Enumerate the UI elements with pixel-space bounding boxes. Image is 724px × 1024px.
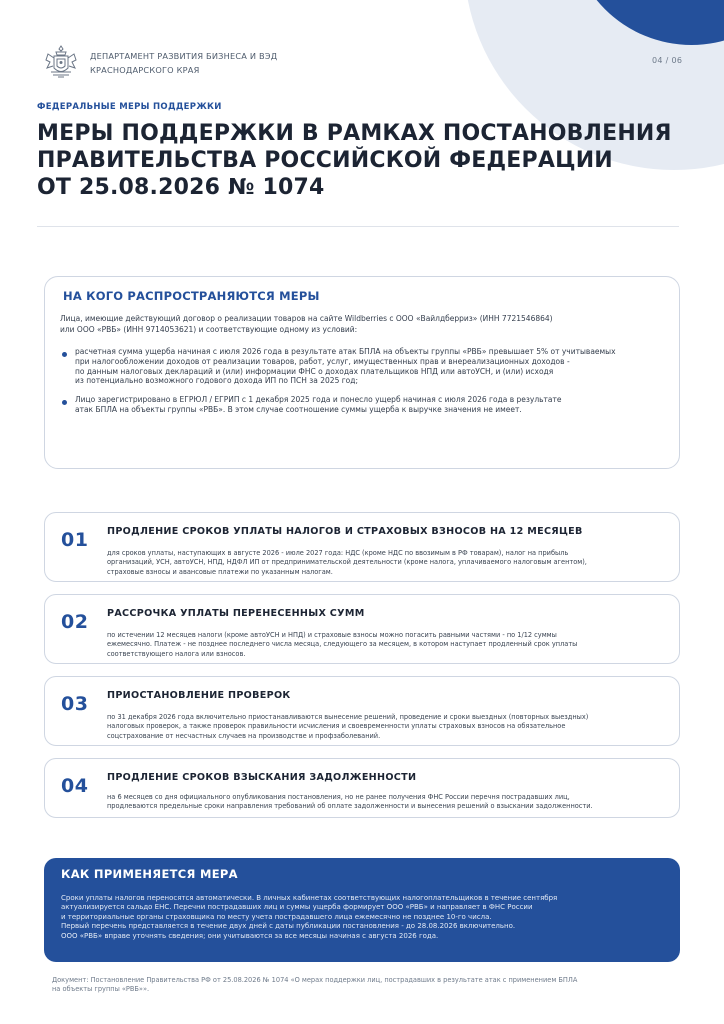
apply-text-line: и территориальные органы страховщика по месту учета пострадавшего лица ежемесячно не позднее 10-го числа. (61, 912, 492, 921)
measure-text-line: по 31 декабря 2026 года включительно приостанавливаются вынесение решений, проведение и сроки выездных (повторных выездных) (107, 713, 589, 721)
title-line: ОТ 25.08.2026 № 1074 (37, 175, 325, 200)
measure-text (107, 713, 588, 741)
bullet-line: при налогообложении доходов от реализации товаров, работ, услуг, имущественных прав и внереализационных доходов - (75, 356, 570, 366)
measure-text-line: налоговых проверок, а также проверок правильности исчисления и своевременности уплаты страховых взносов на обязательное (107, 722, 566, 731)
scope-intro-line: или ООО «РВБ» (ИНН 9714053621) и соответствующие одному из условий: (60, 324, 358, 334)
title-line: ПРАВИТЕЛЬСТВА РОССИЙСКОЙ ФЕДЕРАЦИИ (37, 148, 613, 173)
measure-number: 02 (61, 611, 89, 633)
bullet-dot-icon (62, 352, 67, 357)
measure-text-line: для сроков уплаты, наступающих в августе 2026 - июле 2027 года: НДС (кроме НДС по ввозимым в РФ товарам), налог на прибыль (107, 549, 569, 557)
department-line: ДЕПАРТАМЕНТ РАЗВИТИЯ БИЗНЕСА И ВЭД (90, 51, 278, 61)
measure-text-line: соцстрахование от несчастных случаев на производстве и профзаболеваний. (107, 731, 381, 740)
measure-text-line: ежемесячно. Платеж - не позднее последнего числа месяца, следующего за месяцем, в котором наступает продленный срок уплаты (107, 640, 578, 649)
page-header (44, 44, 684, 84)
footnote-line: Документ: Постановление Правительства РФ от 25.08.2026 № 1074 «О мерах поддержки лиц, пострадавших в результате атак с применением БПЛА (52, 976, 578, 984)
title-divider (37, 226, 679, 227)
scope-title: НА КОГО РАСПРОСТРАНЯЮТСЯ МЕРЫ (63, 289, 320, 303)
measure-card (44, 512, 680, 582)
apply-text (61, 894, 557, 941)
apply-text-line: ООО «РВБ» вправе уточнять сведения; они учитываются за все месяцы начиная с августа 2026 года. (61, 931, 439, 940)
title-line: МЕРЫ ПОДДЕРЖКИ В РАМКАХ ПОСТАНОВЛЕНИЯ (37, 121, 672, 146)
measure-text (107, 793, 593, 812)
apply-text-line: актуализируется сальдо ЕНС. Перечни пострадавших лиц и суммы ущерба формирует ООО «РВБ» и направляет в ФНС России (61, 903, 533, 912)
bullet-line: расчетная сумма ущерба начиная с июля 2026 года в результате атак БПЛА на объекты группы «РВБ» превышает 5% от учитываемых (75, 347, 616, 356)
bullet-line: атак БПЛА на объекты группы «РВБ». В этом случае соотношение суммы ущерба к выручке значения не имеет. (75, 404, 522, 414)
apply-text-line: Сроки уплаты налогов переносятся автоматически. В личных кабинетах соответствующих налогоплательщиков в течение сентября (61, 894, 558, 902)
scope-intro (60, 314, 670, 335)
bullet-dot-icon (62, 400, 67, 405)
bullet-line: по данным налоговых деклараций и (или) информации ФНС о доходах плательщиков НПД или автоУСН, и (или) исходя (75, 366, 554, 376)
measure-number: 01 (61, 529, 89, 551)
measure-text (107, 549, 587, 577)
measure-text-line: на 6 месяцев со дня официального опубликования постановления, но не ранее получения ФНС России перечня пострадавших лиц, (107, 793, 570, 801)
bullet-line: Лицо зарегистрировано в ЕГРЮЛ / ЕГРИП с 1 декабря 2025 года и понесло ущерб начиная с июля 2026 года в результате (75, 395, 562, 404)
bullet-line: из потенциально возможного годового дохода ИП по ПСН за 2025 год; (75, 376, 358, 386)
scope-intro-line: Лица, имеющие действующий договор о реализации товаров на сайте Wildberries с ООО «Вайлдберриз» (ИНН 7721546864) (60, 314, 553, 323)
measure-text-line: продлеваются предельные сроки направления требований об оплате задолженности и вынесения решений о взыскании задолженности. (107, 802, 593, 811)
measure-card (44, 758, 680, 818)
measure-text-line: страховые взносы и авансовые платежи по указанным налогам. (107, 567, 333, 576)
krasnodar-coat-of-arms-icon (44, 44, 78, 80)
measure-title: ПРОДЛЕНИЕ СРОКОВ ВЗЫСКАНИЯ ЗАДОЛЖЕННОСТИ (107, 772, 417, 783)
department-line: КРАСНОДАРСКОГО КРАЯ (90, 64, 200, 75)
department-name (90, 50, 277, 77)
measure-number: 03 (61, 693, 89, 715)
bullet-text (75, 347, 616, 386)
scope-card (44, 276, 680, 469)
measure-title: ПРОДЛЕНИЕ СРОКОВ УПЛАТЫ НАЛОГОВ И СТРАХОВЫХ ВЗНОСОВ НА 12 МЕСЯЦЕВ (107, 526, 583, 537)
page-number: 04 / 06 (652, 56, 683, 65)
bullet-text (75, 395, 561, 415)
how-it-applies-card (44, 858, 680, 962)
footnote-line: на объекты группы «РВБ»». (52, 985, 150, 994)
measure-card (44, 594, 680, 664)
section-kicker: ФЕДЕРАЛЬНЫЕ МЕРЫ ПОДДЕРЖКИ (37, 102, 222, 112)
measure-card (44, 676, 680, 746)
measure-text-line: по истечении 12 месяцев налоги (кроме автоУСН и НПД) и страховые взносы можно погасить равными частями - по 1/12 суммы (107, 631, 557, 639)
document-footnote (52, 976, 577, 995)
measure-number: 04 (61, 775, 89, 797)
apply-text-line: Первый перечень представляется в течение двух дней с даты публикации постановления - до 28.08.2026 включительно. (61, 922, 516, 931)
measure-title: ПРИОСТАНОВЛЕНИЕ ПРОВЕРОК (107, 690, 291, 701)
apply-title: КАК ПРИМЕНЯЕТСЯ МЕРА (61, 867, 238, 881)
page-title (37, 120, 707, 201)
measure-text-line: соответствующего налога или взносов. (107, 649, 246, 658)
measure-text-line: организаций, УСН, автоУСН, НПД, НДФЛ ИП от предпринимательской деятельности (кроме налога, уплачиваемого налоговым агентом), (107, 558, 587, 567)
measure-title: РАССРОЧКА УПЛАТЫ ПЕРЕНЕСЕННЫХ СУММ (107, 608, 365, 619)
measure-text (107, 631, 577, 659)
